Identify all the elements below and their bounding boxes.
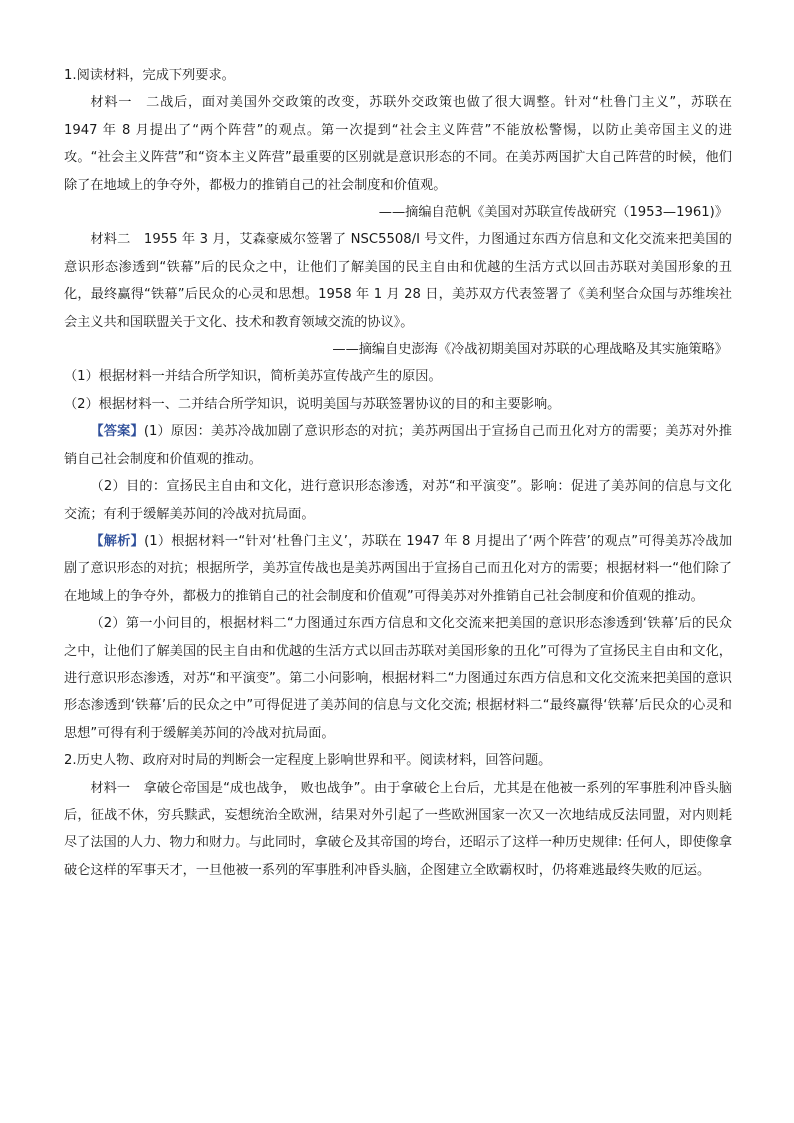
answer-tag: 【答案】 — [90, 424, 144, 440]
q1-source-1: ——摘编自范帆《美国对苏联宣传战研究（1953—1961)》 — [378, 205, 728, 221]
q1-material-2: 材料二 1955 年 3 月，艾森豪威尔签署了 NSC5508/I 号文件，力图通过东西方信息和文化交流来把美国的意识形态渗透到“铁幕”后的民众之中，让他们了解美国的民主自由和优越的生活方式以回击苏联对美国形象的丑化，最终赢得“铁幕”后民众的心灵和思想。1958 年 1 月 28 日，美苏双方代表签署了《美利坚合众国与苏维埃社会主义共和国联盟关于文化、技术和教育领域交流的协议》。 — [64, 232, 732, 330]
question-2-heading: 2.历史人物、政府对时局的判断会一定程度上影响世界和平。阅读材料，回答问题。 — [64, 753, 552, 769]
analysis-tag: 【解析】 — [90, 533, 145, 549]
q1-analysis-2: （2）第一小问目的，根据材料二“力图通过东西方信息和文化交流来把美国的意识形态渗透到‘铁幕’后的民众之中，让他们了解美国的民主自由和优越的生活方式以回击苏联对美国形象的丑化”可得为了宣扬民主自由和文化，进行意识形态渗透，对苏“和平演变”。第二小问影响，根据材料二“力图通过东西方信息和文化交流来把美国的意识形态渗透到‘铁幕’后的民众之中”可得促进了美苏间的信息与文化交流; 根据材料二“最终赢得‘铁幕’后民众的心灵和思想”可得有利于缓解美苏间的冷战对抗局面。 — [64, 616, 732, 741]
q2-material-1: 材料一 拿破仑帝国是“成也战争， 败也战争”。由于拿破仑上台后，尤其是在他被一系列的军事胜利冲昏头脑后，征战不休，穷兵黩武，妄想统治全欧洲，结果对外引起了一些欧洲国家一次又一次地结成反法同盟，对内则耗尽了法国的人力、物力和财力。与此同时，拿破仑及其帝国的垮台，还昭示了这样一种历史规律: 任何人，即使像拿破仑这样的军事天才，一旦他被一系列的军事胜利冲昏头脑，企图建立全欧霸权时，仍将难逃最终失败的厄运。 — [64, 780, 733, 878]
q1-material-1: 材料一 二战后，面对美国外交政策的改变，苏联外交政策也做了很大调整。针对“杜鲁门主义”，苏联在 1947 年 8 月提出了“两个阵营”的观点。第一次提到“社会主义阵营”不能放松警惕，以防止美帝国主义的进攻。“社会主义阵营”和“资本主义阵营”最重要的区别就是意识形态的不同。在美苏两国扩大自己阵营的时候，他们除了在地域上的争夺外，都极力的推销自己的社会制度和价值观。 — [64, 95, 732, 193]
worksheet-page — [64, 62, 732, 884]
answer-1-text: (1）原因：美苏冷战加剧了意识形态的对抗；美苏两国出于宣扬自己而丑化对方的需要；美苏对外推销自己社会制度和价值观的推动。 — [64, 424, 732, 467]
q1-subquestion-1: （1）根据材料一并结合所学知识，简析美苏宣传战产生的原因。 — [64, 369, 442, 385]
q1-answer-2: （2）目的：宣扬民主自由和文化，进行意识形态渗透，对苏“和平演变”。影响：促进了美苏间的信息与文化交流；有利于缓解美苏间的冷战对抗局面。 — [64, 479, 732, 522]
q1-analysis-1 — [64, 528, 732, 610]
q1-answer-1 — [64, 418, 732, 473]
q1-subquestion-2: （2）根据材料一、二并结合所学知识，说明美国与苏联签署协议的目的和主要影响。 — [64, 396, 561, 412]
question-1-heading: 1.阅读材料，完成下列要求。 — [64, 68, 235, 83]
analysis-1-text: (1）根据材料一“针对‘杜鲁门主义’，苏联在 1947 年 8 月提出了‘两个阵营’的观点”可得美苏冷战加剧了意识形态的对抗；根据所学，美苏宣传战也是美苏两国出于宣扬自己而丑化对方的需要；根据材料一“他们除了在地域上的争夺外，都极力的推销自己的社会制度和价值观”可得美苏对外推销自己社会制度和价值观的推动。 — [64, 533, 733, 604]
q1-source-2: ——摘编自史澎海《冷战初期美国对苏联的心理战略及其实施策略》 — [332, 342, 728, 358]
